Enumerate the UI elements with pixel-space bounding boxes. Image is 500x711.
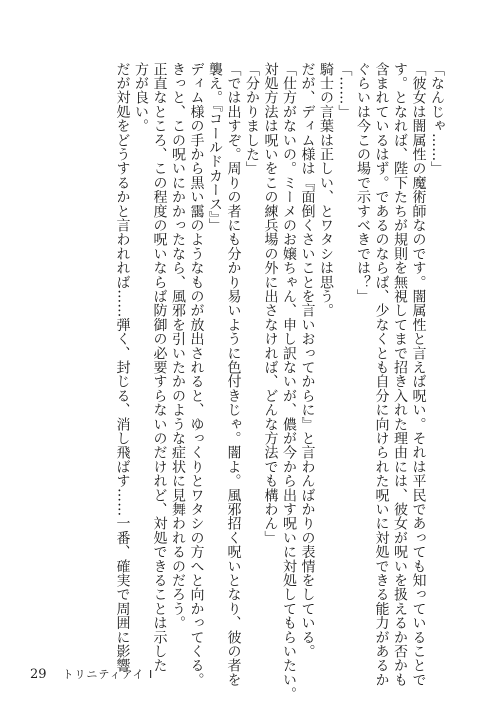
text-line: 正直なところ、この程度の呪いならば防御の必要すらないのだけれど、対処できることは示した bbox=[151, 62, 168, 673]
page-number: 29 bbox=[30, 667, 47, 682]
text-line: 「仕方がないの。ミーメのお嬢ちゃん、申し訳ないが、儂が今から出す呪いに対処してもらいたい。 bbox=[281, 62, 297, 701]
text-line: 対処方法は呪いをこの練兵場の外に出さなければ、どんな方法でも構わん」 bbox=[262, 62, 279, 545]
page-footer bbox=[30, 666, 153, 682]
text-line: 襲え。『コールドカース』」 bbox=[207, 62, 223, 233]
text-line: だが、ディム様は『面倒くさいことを言いおってからに』と言わんばかりの表情をしている。 bbox=[299, 62, 316, 659]
text-line: 「なんじゃ……」 bbox=[429, 62, 445, 176]
book-title: トリニティアイ Ⅰ bbox=[62, 668, 154, 681]
text-line: 含まれているはず。であるのならば、少なくとも自分に向けられた呪いに対処できる能力があるか bbox=[373, 62, 390, 687]
text-line: 「分かりました」 bbox=[244, 62, 260, 176]
text-line: ぐらいは今この場で示すべきでは？」 bbox=[355, 62, 371, 304]
vertical-text-body bbox=[113, 62, 446, 701]
text-line: きっと、この呪いにかかったなら、風邪を引いたかのような症状に見舞われるのだろう。 bbox=[170, 62, 186, 630]
text-line: 「……」 bbox=[336, 62, 353, 119]
text-line: だが対処をどうするかと言われれば……弾く、封じる、消し飛ばす……一番、確実で周囲に影響 bbox=[114, 62, 131, 673]
text-line: 「彼女は闇属性の魔術師なのです。闇属性と言えば呪い。それは平民であっても知っていることで bbox=[410, 62, 427, 687]
text-line: ディム様の手から黒い靄のようなものが放出されると、ゆっくりとワタシの方へと向かってくる。 bbox=[188, 62, 205, 687]
text-line: 方が良い。 bbox=[133, 62, 149, 133]
text-line: 騎士の言葉は正しい、とワタシは思う。 bbox=[318, 62, 334, 318]
text-line: 「では出すぞ。周りの者にも分かり易いように色付きじゃ。闇よ。風邪招く呪いとなり、彼の者を bbox=[225, 62, 242, 687]
text-line: す。となれば、陛下たちが規則を無視してまで招き入れた理由には、彼女が呪いを扱えるか否かも bbox=[392, 62, 408, 687]
